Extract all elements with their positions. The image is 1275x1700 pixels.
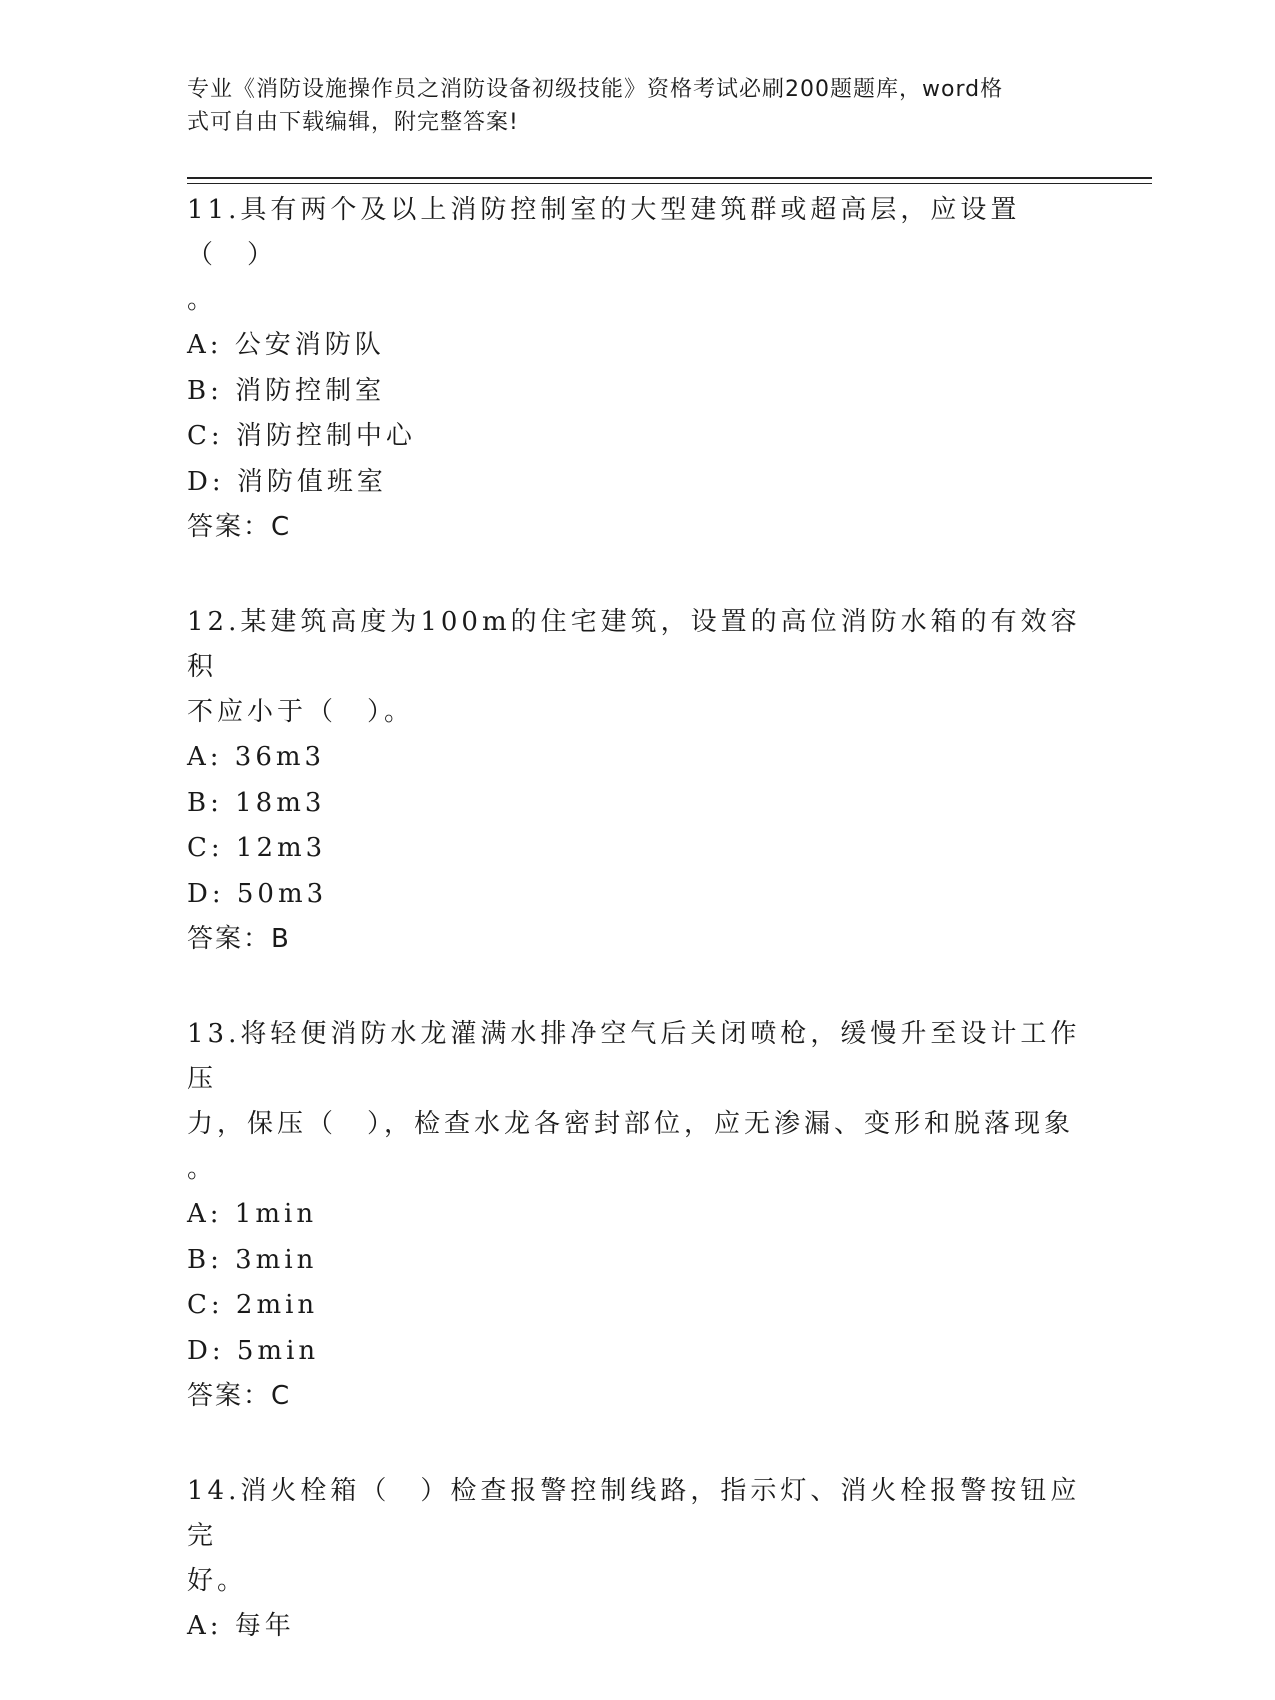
option-a: A: 1min [187,1199,318,1229]
option-b: B: 3min [187,1244,318,1275]
stem-line: 13.将轻便消防水龙灌满水排净空气后关闭喷枪，缓慢升至设计工作压 [187,1019,1081,1094]
question-item [187,1469,1087,1650]
header-divider-thin [187,183,1152,184]
stem-line: 不应小于（ ）。 [187,697,415,727]
option-b: B: 消防控制室 [187,375,386,406]
header-divider-thick [187,177,1152,179]
question-item [187,188,1087,550]
option-c: C: 12m3 [187,833,327,863]
question-stem [187,600,1087,735]
header-line: 式可自由下载编辑，附完整答案! [187,110,519,135]
stem-line: 。 [187,285,218,315]
question-list [187,188,1087,1700]
stem-line: 11.具有两个及以上消防控制室的大型建筑群或超高层，应设置（ ） [187,195,1021,270]
answer-line: 答案：B [187,924,291,954]
option-b: B: 18m3 [187,787,326,818]
option-d: D: 5min [187,1335,320,1366]
option-a: A: 36m3 [187,742,326,772]
stem-line: 14.消火栓箱（ ）检查报警控制线路，指示灯、消火栓报警按钮应完 [187,1476,1081,1551]
option-c: C: 消防控制中心 [187,421,416,451]
question-item [187,600,1087,962]
question-stem [187,188,1087,323]
question-stem [187,1012,1087,1192]
stem-line: 好。 [187,1566,248,1596]
document-header [187,73,1067,139]
question-item [187,1012,1087,1419]
option-a: A: 公安消防队 [187,330,385,360]
header-line: 专业《消防设施操作员之消防设备初级技能》资格考试必刷200题题库，word格 [187,77,1004,102]
stem-line: 力，保压（ ），检查水龙各密封部位，应无渗漏、变形和脱落现象 [187,1109,1075,1139]
option-d: D: 50m3 [187,878,328,909]
option-c: C: 2min [187,1290,319,1320]
answer-line: 答案：C [187,512,292,542]
option-a: A: 每年 [187,1611,295,1641]
stem-line: 。 [187,1154,218,1184]
option-d: D: 消防值班室 [187,466,387,497]
answer-line: 答案：C [187,1381,292,1411]
question-stem [187,1469,1087,1604]
stem-line: 12.某建筑高度为100m的住宅建筑，设置的高位消防水箱的有效容积 [187,607,1081,682]
